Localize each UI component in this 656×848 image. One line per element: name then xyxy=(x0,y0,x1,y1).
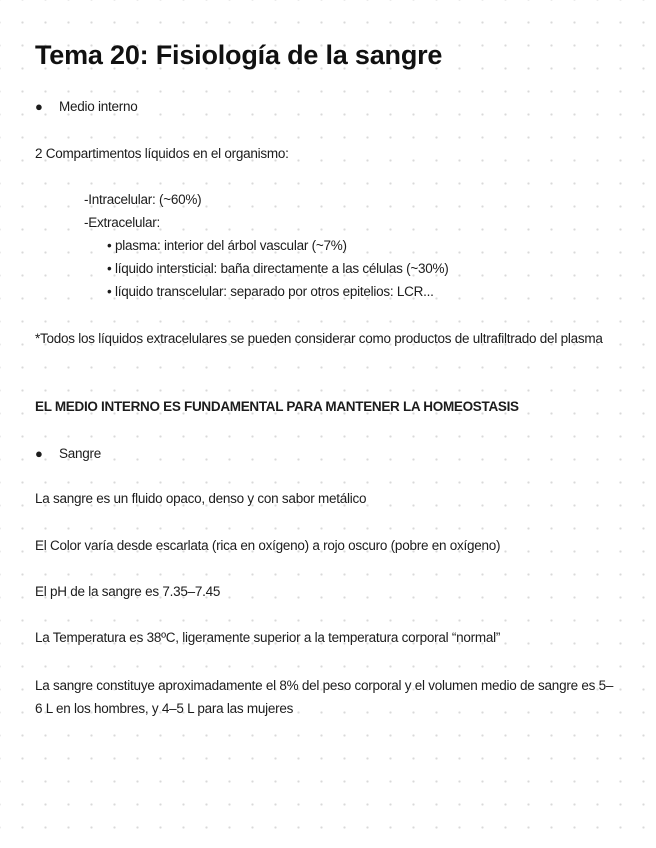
blood-fact-ph: El pH de la sangre es 7.35–7.45 xyxy=(35,584,221,599)
sub-item-intersticial: • líquido intersticial: baña directamente a las células (~30%) xyxy=(107,261,449,276)
section-label-sangre: Sangre xyxy=(59,446,102,461)
sub-item-plasma: • plasma: interior del árbol vascular (~7%) xyxy=(107,238,347,253)
bullet-icon: ● xyxy=(35,99,43,114)
bullet-icon: ● xyxy=(35,446,43,461)
homeostasis-headline: EL MEDIO INTERNO ES FUNDAMENTAL PARA MANTENER LA HOMEOSTASIS xyxy=(35,399,519,414)
page-title: Tema 20: Fisiología de la sangre xyxy=(35,40,443,70)
intracellular-item: -Intracelular: (~60%) xyxy=(84,192,202,207)
section-label-medio-interno: Medio interno xyxy=(59,99,138,114)
extracellular-item: -Extracelular: xyxy=(84,215,161,230)
ultrafiltrate-note: *Todos los líquidos extracelulares se pueden considerar como productos de ultrafiltrado del plasma xyxy=(35,331,603,346)
compartments-intro: 2 Compartimentos líquidos en el organismo: xyxy=(35,146,289,161)
blood-fact-color: El Color varía desde escarlata (rica en oxígeno) a rojo oscuro (pobre en oxígeno) xyxy=(35,538,501,553)
blood-fact-temperature: La Temperatura es 38ºC, ligeramente superior a la temperatura corporal “normal” xyxy=(35,630,501,645)
blood-fact-fluid: La sangre es un fluido opaco, denso y con sabor metálico xyxy=(35,491,367,506)
blood-fact-volume: La sangre constituye aproximadamente el 8% del peso corporal y el volumen medio de sangre es 5–6 L en los hombres, y 4–5 L para las mujeres xyxy=(35,678,614,716)
sub-item-transcelular: • líquido transcelular: separado por otros epitelios: LCR... xyxy=(107,284,434,299)
